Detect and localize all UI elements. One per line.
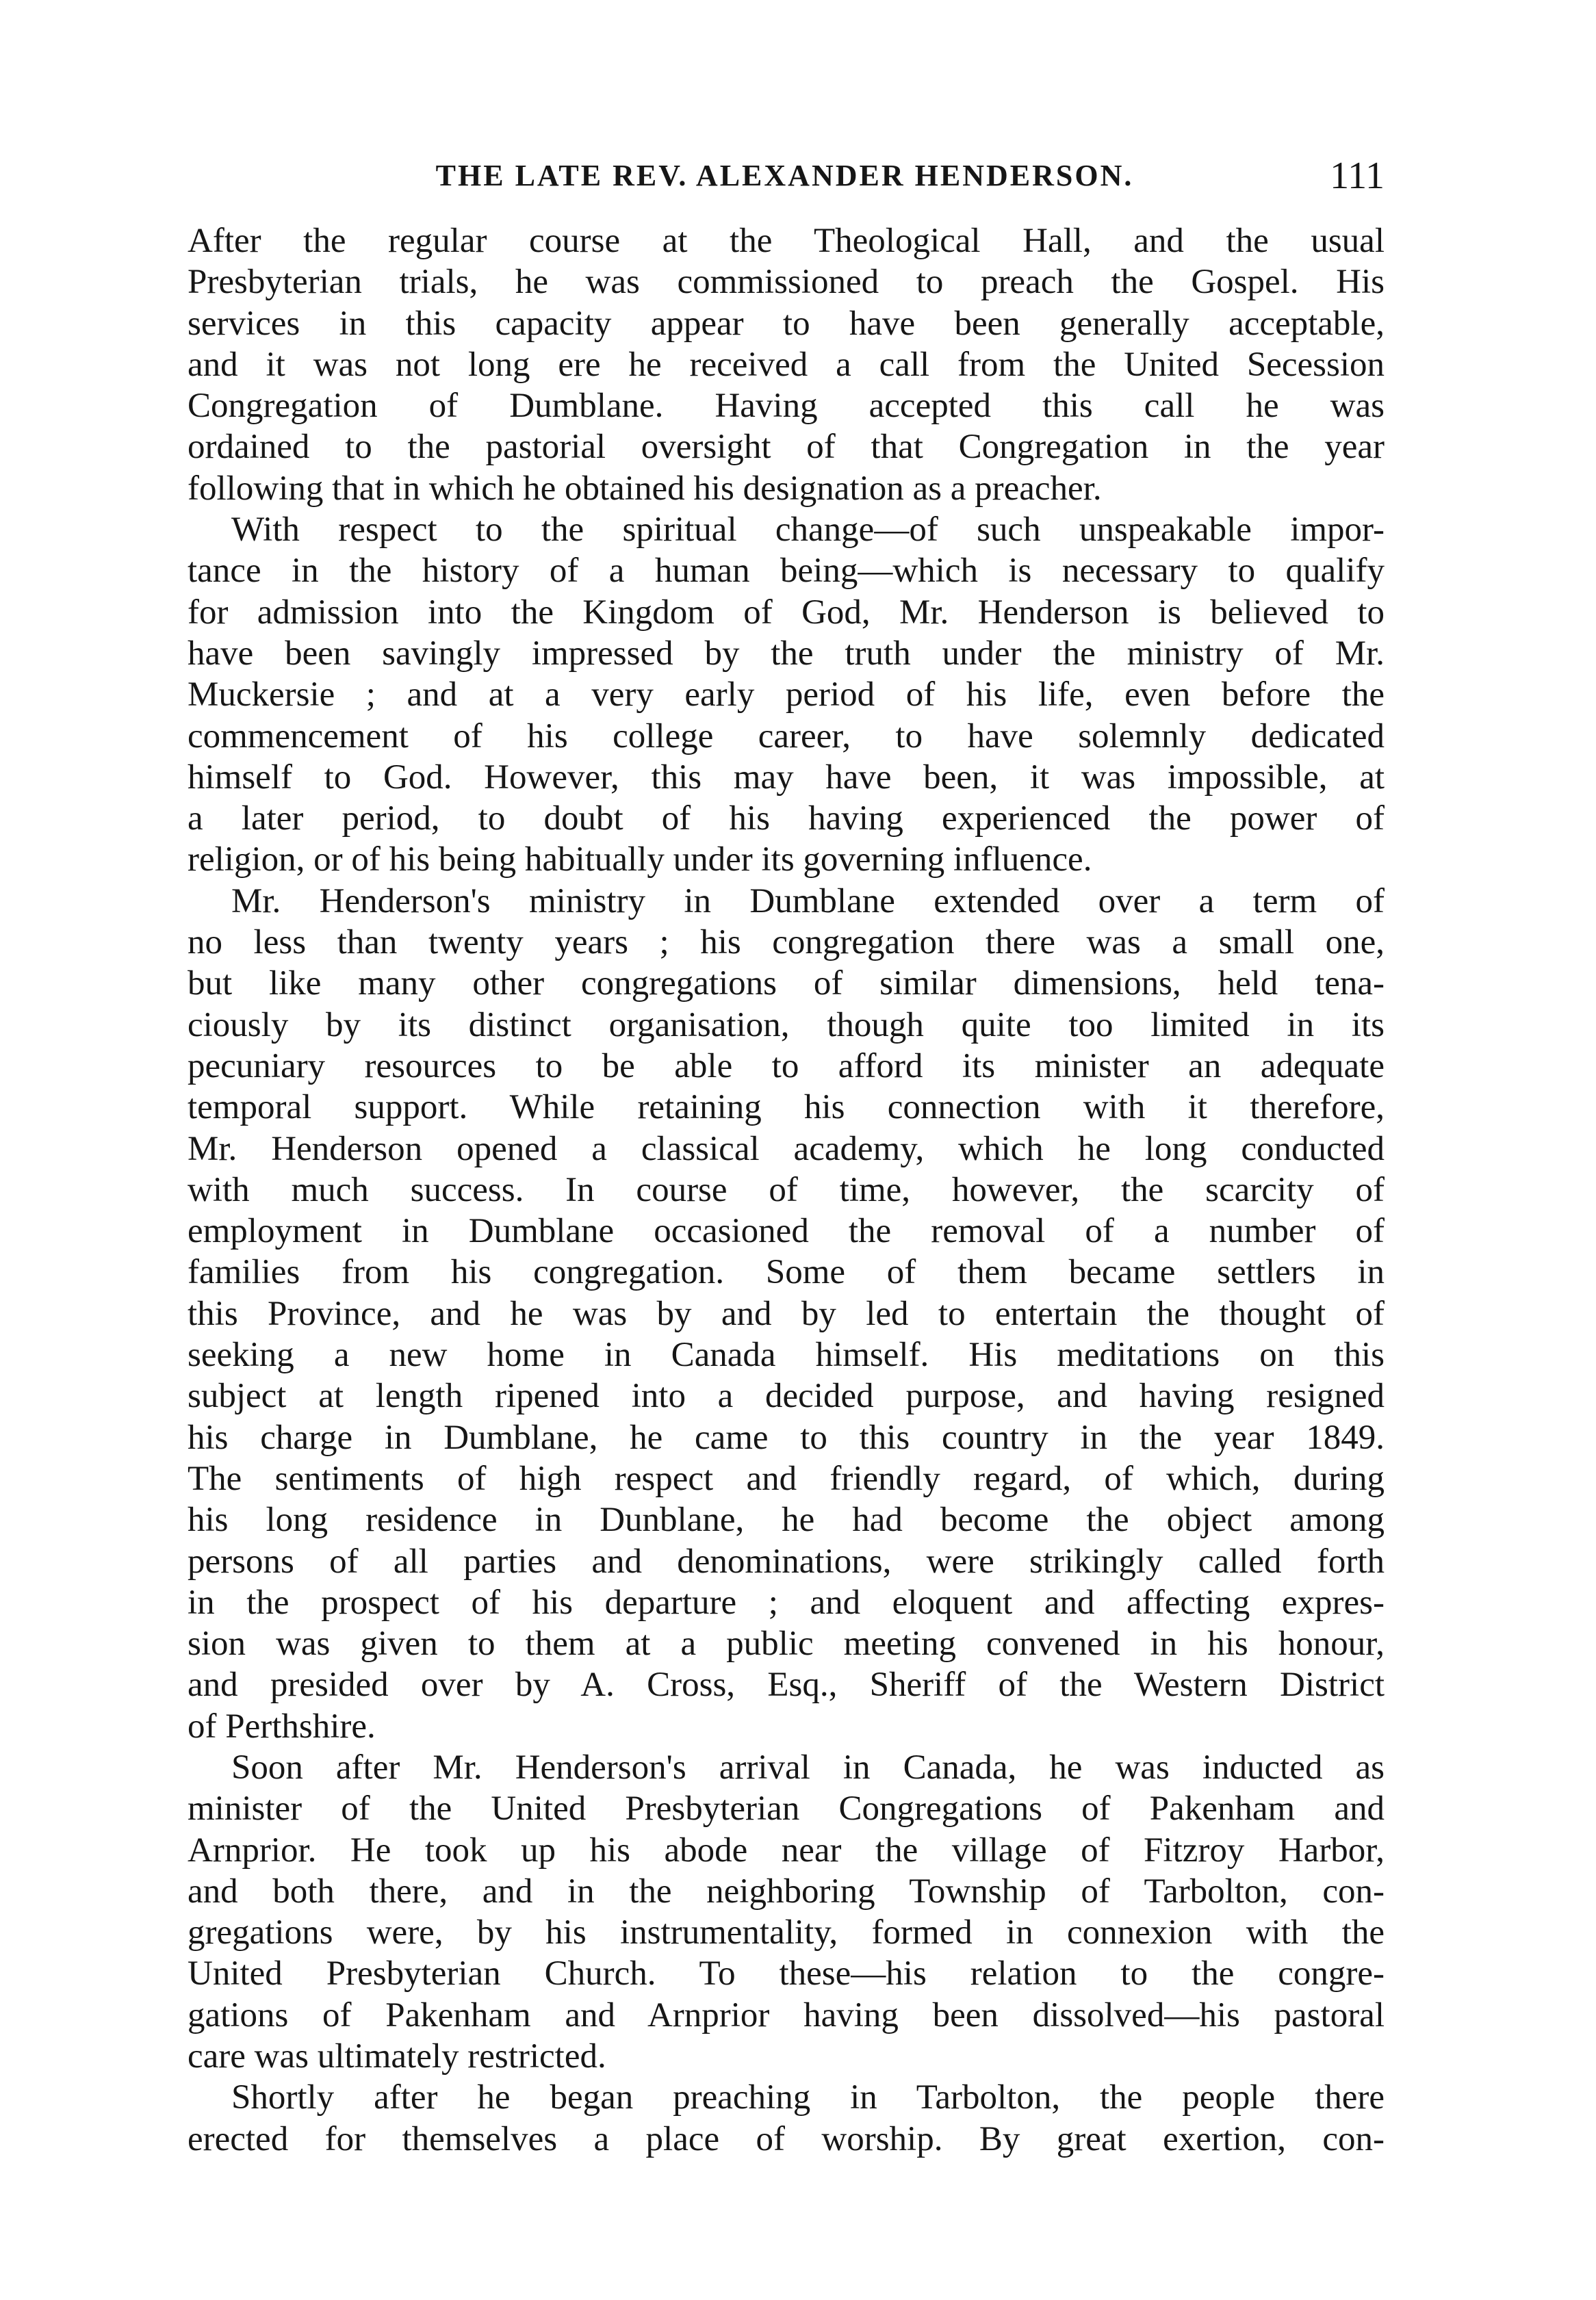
- text-line: United Presbyterian Church. To these—his relation to the congre-: [188, 1954, 1385, 1993]
- text-line: himself to God. However, this may have been, it was impossible, at: [188, 758, 1385, 797]
- text-line: erected for themselves a place of worship. By great exertion, con-: [188, 2119, 1385, 2158]
- text-line: no less than twenty years ; his congregation there was a small one,: [188, 923, 1385, 962]
- text-line: his charge in Dumblane, he came to this country in the year 1849.: [188, 1418, 1385, 1457]
- running-title: THE LATE REV. ALEXANDER HENDERSON.: [435, 159, 1134, 192]
- text-line: and it was not long ere he received a call from the United Secession: [188, 345, 1385, 384]
- text-line: Mr. Henderson's ministry in Dumblane extended over a term of: [231, 881, 1385, 920]
- page-number: 111: [1330, 155, 1385, 197]
- text-line: Soon after Mr. Henderson's arrival in Canada, he was inducted as: [231, 1748, 1385, 1787]
- text-line: and presided over by A. Cross, Esq., Sheriff of the Western District: [188, 1666, 1385, 1705]
- text-line: sion was given to them at a public meeting convened in his honour,: [188, 1625, 1385, 1664]
- body-text: [188, 220, 1385, 2160]
- text-line: pecuniary resources to be able to afford its minister an adequate: [188, 1046, 1385, 1085]
- text-line: for admission into the Kingdom of God, Mr. Henderson is believed to: [188, 593, 1385, 632]
- paragraph: [188, 509, 1385, 881]
- text-line: gations of Pakenham and Arnprior having been dissolved—his pastoral: [188, 1995, 1385, 2034]
- text-line: ordained to the pastorial oversight of that Congregation in the year: [188, 428, 1385, 467]
- text-line: subject at length ripened into a decided purpose, and having resigned: [188, 1377, 1385, 1416]
- paragraph: [188, 881, 1385, 1747]
- text-line: Shortly after he began preaching in Tarbolton, the people there: [231, 2078, 1385, 2117]
- text-line: of Perthshire.: [188, 1707, 376, 1746]
- text-line: following that in which he obtained his designation as a preacher.: [188, 469, 1102, 508]
- text-line: have been savingly impressed by the truth under the ministry of Mr.: [188, 634, 1385, 673]
- text-line: tance in the history of a human being—which is necessary to qualify: [188, 552, 1385, 591]
- text-line: With respect to the spiritual change—of such unspeakable impor-: [231, 511, 1385, 550]
- text-line: families from his congregation. Some of them became settlers in: [188, 1253, 1385, 1292]
- running-head: [185, 152, 1385, 200]
- text-line: The sentiments of high respect and friendly regard, of which, during: [188, 1459, 1385, 1498]
- text-line: After the regular course at the Theological Hall, and the usual: [188, 222, 1385, 260]
- text-line: Congregation of Dumblane. Having accepted this call he was: [188, 387, 1385, 426]
- text-line: in the prospect of his departure ; and eloquent and affecting expres-: [188, 1583, 1385, 1622]
- text-line: ciously by its distinct organisation, though quite too limited in its: [188, 1005, 1385, 1044]
- text-line: religion, or of his being habitually under its governing influence.: [188, 840, 1092, 879]
- text-line: care was ultimately restricted.: [188, 2037, 606, 2076]
- text-line: this Province, and he was by and by led to entertain the thought of: [188, 1294, 1385, 1333]
- text-line: Mr. Henderson opened a classical academy, which he long conducted: [188, 1129, 1385, 1168]
- text-line: temporal support. While retaining his connection with it therefore,: [188, 1088, 1385, 1127]
- paragraph: [188, 2077, 1385, 2160]
- text-line: with much success. In course of time, however, the scarcity of: [188, 1170, 1385, 1209]
- text-line: and both there, and in the neighboring Township of Tarbolton, con-: [188, 1872, 1385, 1911]
- text-line: services in this capacity appear to have been generally acceptable,: [188, 304, 1385, 343]
- text-line: Muckersie ; and at a very early period of his life, even before the: [188, 675, 1385, 714]
- text-line: employment in Dumblane occasioned the removal of a number of: [188, 1212, 1385, 1251]
- text-line: persons of all parties and denominations, were strikingly called forth: [188, 1542, 1385, 1581]
- paragraph: [188, 220, 1385, 509]
- text-line: his long residence in Dunblane, he had become the object among: [188, 1501, 1385, 1540]
- text-line: minister of the United Presbyterian Congregations of Pakenham and: [188, 1789, 1385, 1829]
- text-line: but like many other congregations of similar dimensions, held tena-: [188, 964, 1385, 1003]
- text-line: a later period, to doubt of his having experienced the power of: [188, 799, 1385, 838]
- text-line: gregations were, by his instrumentality, formed in connexion with the: [188, 1913, 1385, 1952]
- paragraph: [188, 1747, 1385, 2077]
- text-line: Arnprior. He took up his abode near the village of Fitzroy Harbor,: [188, 1831, 1385, 1870]
- text-line: Presbyterian trials, he was commissioned to preach the Gospel. His: [188, 263, 1385, 302]
- text-line: seeking a new home in Canada himself. His meditations on this: [188, 1336, 1385, 1375]
- text-line: commencement of his college career, to have solemnly dedicated: [188, 716, 1385, 755]
